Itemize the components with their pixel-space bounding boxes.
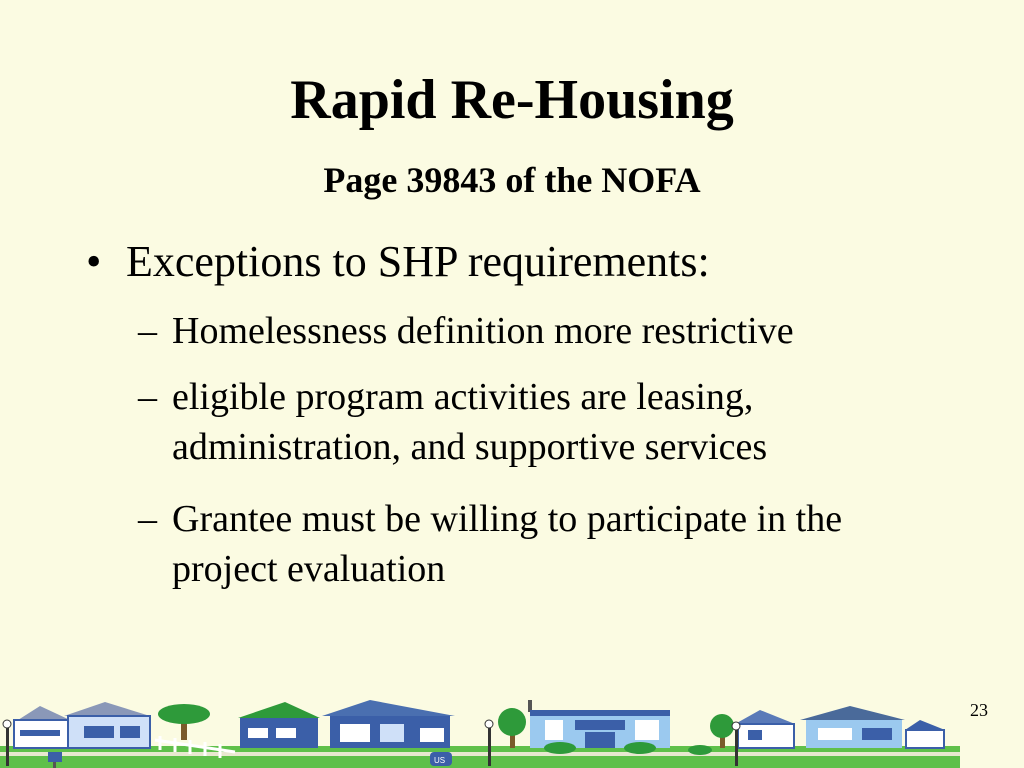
bush-icon	[688, 745, 712, 755]
house-icon	[64, 702, 150, 748]
dash-marker: –	[138, 498, 157, 540]
sub-bullet-text: Homelessness definition more restrictive	[172, 310, 794, 352]
building-icon	[528, 700, 670, 748]
bush-icon	[624, 742, 656, 754]
bullet-marker: •	[86, 237, 102, 286]
house-icon	[14, 706, 74, 748]
sub-bullet-text: eligible program activities are leasing, administration, and supportive services	[172, 376, 768, 468]
tree-icon	[710, 714, 734, 748]
page-number: 23	[970, 700, 988, 720]
sidewalk	[0, 752, 960, 756]
bullet-text: Exceptions to SHP requirements:	[126, 237, 710, 286]
house-icon	[322, 700, 455, 748]
tree-icon	[158, 704, 210, 740]
slide-subtitle: Page 39843 of the NOFA	[323, 160, 701, 200]
bush-icon	[544, 742, 576, 754]
house-icon	[238, 702, 320, 748]
neighborhood-illustration	[0, 696, 960, 768]
grass-strip	[0, 746, 960, 768]
house-icon	[735, 710, 795, 748]
svg-text:US: US	[434, 756, 446, 765]
mailbox-icon	[430, 752, 452, 766]
house-icon	[800, 706, 905, 748]
slide-title: Rapid Re-Housing	[290, 69, 734, 131]
tree-icon	[498, 708, 526, 748]
sub-bullet-text: Grantee must be willing to participate in the project evaluation	[172, 498, 843, 590]
dash-marker: –	[138, 376, 157, 418]
dash-marker: –	[138, 310, 157, 352]
house-icon	[905, 720, 945, 748]
